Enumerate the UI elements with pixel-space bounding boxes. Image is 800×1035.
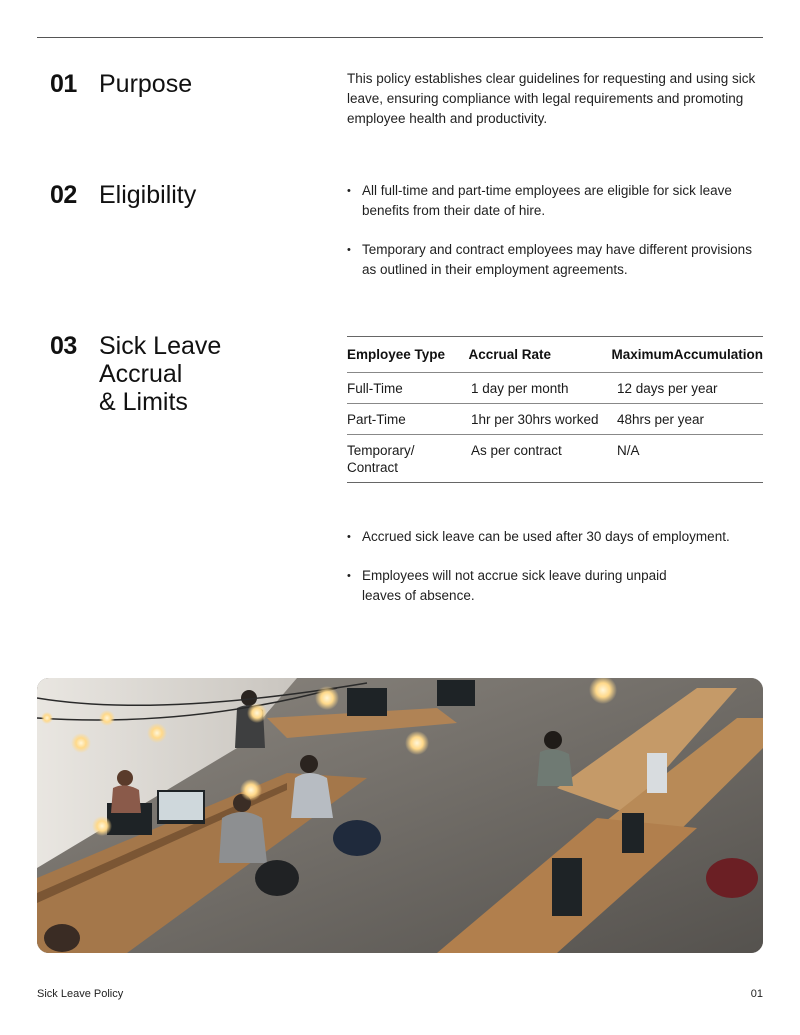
table-cell: Temporary/ Contract	[347, 443, 415, 475]
section-title-purpose: Purpose	[99, 70, 193, 98]
table-cell: N/A	[617, 443, 640, 458]
office-photo	[37, 678, 763, 953]
table-row	[347, 373, 763, 404]
table-cell: 1 day per month	[471, 380, 569, 396]
title-line: Sick Leave	[99, 332, 222, 360]
column-header: Employee Type	[347, 347, 446, 362]
accrual-table	[347, 336, 763, 483]
section-title-accrual	[99, 332, 221, 416]
list-item: • All full-time and part-time employees are eligible for sick leave benefits from their date of hire.	[347, 181, 757, 221]
purpose-text: This policy establishes clear guidelines for requesting and using sick leave, ensuring compliance with legal requirements and promoting employee health and productivity.	[347, 71, 756, 126]
office-scene-illustration	[37, 678, 763, 953]
list-item: • Temporary and contract employees may have different provisions as outlined in their employment agreements.	[347, 240, 757, 280]
list-item: • Employees will not accrue sick leave during unpaid leaves of absence.	[347, 566, 707, 606]
table-cell: Part-Time	[347, 411, 406, 427]
table-cell: 12 days per year	[617, 380, 718, 396]
section-number-purpose: 01	[50, 70, 77, 98]
title-line: Accrual	[99, 360, 183, 388]
section-title-eligibility: Eligibility	[99, 181, 197, 209]
accrual-notes-list	[347, 527, 757, 625]
table-cell: As per contract	[471, 443, 562, 458]
list-item: • Accrued sick leave can be used after 30 days of employment.	[347, 527, 757, 547]
table-header-row	[347, 337, 763, 373]
table-row	[347, 404, 763, 435]
top-divider	[37, 37, 763, 38]
footer-document-title: Sick Leave Policy	[37, 988, 124, 1000]
table-cell: 48hrs per year	[617, 411, 705, 427]
table-cell: Full-Time	[347, 380, 403, 396]
column-header: Accrual Rate	[468, 347, 551, 362]
eligibility-list	[347, 181, 757, 299]
section-number-eligibility: 02	[50, 181, 77, 209]
column-header: MaximumAccumulation	[611, 347, 763, 362]
table-cell: 1hr per 30hrs worked	[471, 411, 599, 427]
table-row	[347, 435, 763, 482]
footer-page-number: 01	[750, 988, 763, 1000]
section-number-accrual: 03	[50, 332, 77, 360]
title-line: & Limits	[99, 388, 188, 416]
